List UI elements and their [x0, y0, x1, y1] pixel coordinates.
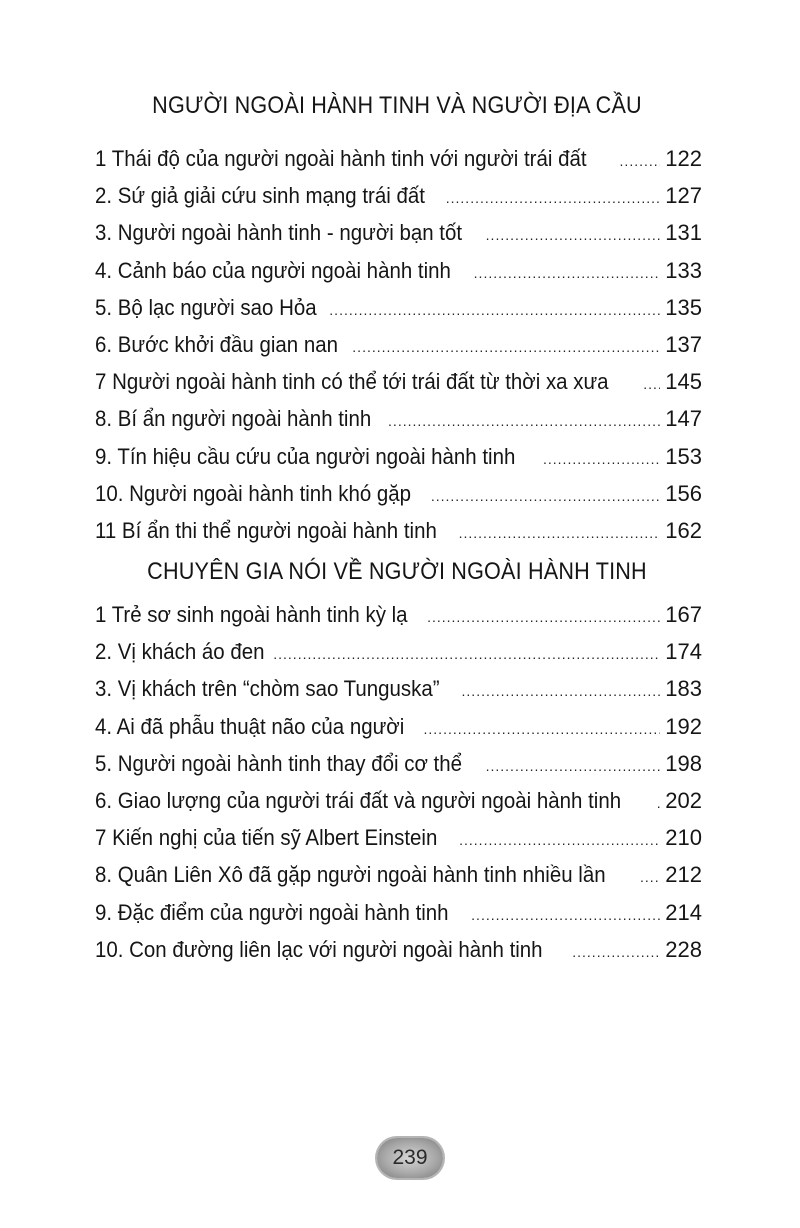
toc-entry-page: 228 — [665, 936, 702, 962]
toc-entry — [95, 214, 702, 251]
dot-leader — [424, 711, 660, 748]
toc-entry-page: 210 — [665, 825, 702, 851]
dot-leader — [657, 785, 660, 822]
toc-entry-page: 131 — [665, 220, 702, 246]
toc-entry-page: 167 — [665, 602, 702, 627]
toc-entry-label: 6. Bước khởi đầu gian nan — [95, 331, 339, 357]
toc-entry-page: 133 — [665, 257, 702, 283]
toc-entry-label: 2. Sứ giả giải cứu sinh mạng trái đất — [95, 183, 425, 209]
dot-leader — [462, 673, 660, 710]
toc-entry — [95, 894, 702, 931]
dot-leader — [459, 515, 660, 552]
dot-leader — [620, 143, 660, 180]
dot-leader — [388, 403, 660, 440]
dot-leader — [352, 329, 660, 366]
toc-entry-label: 1 Trẻ sơ sinh ngoài hành tinh kỳ lạ — [95, 602, 408, 627]
toc-entry-page: 137 — [665, 331, 702, 357]
page-number-badge — [377, 1138, 443, 1178]
dot-leader — [273, 636, 660, 673]
toc-entry-page: 214 — [665, 899, 702, 925]
toc-list-2 — [95, 596, 702, 968]
section-title-1: NGƯỜI NGOÀI HÀNH TINH VÀ NGƯỜI ĐỊA CẦU — [152, 92, 642, 119]
toc-entry — [95, 931, 702, 968]
dot-leader — [431, 478, 660, 515]
toc-entry-label: 8. Bí ẩn người ngoài hành tinh — [95, 406, 372, 432]
dot-leader — [329, 292, 660, 329]
toc-entry-label: 9. Đặc điểm của người ngoài hành tinh — [95, 899, 449, 925]
dot-leader — [474, 255, 660, 292]
dot-leader — [486, 217, 660, 254]
toc-entry — [95, 819, 702, 856]
dot-leader — [543, 441, 660, 478]
toc-entry-label: 3. Vị khách trên “chòm sao Tunguska” — [95, 676, 440, 702]
toc-entry — [95, 140, 702, 177]
toc-entry-label: 4. Ai đã phẫu thuật não của người — [95, 713, 405, 739]
toc-entry-page: 183 — [665, 676, 702, 702]
toc-entry — [95, 289, 702, 326]
toc-entry-page: 135 — [665, 294, 702, 320]
toc-entry — [95, 670, 702, 707]
toc-entry-label: 10. Con đường liên lạc với người ngoài hành tinh — [95, 936, 543, 962]
toc-entry-label: 7 Người ngoài hành tinh có thể tới trái đất từ thời xa xưa — [95, 369, 609, 395]
toc-entry — [95, 326, 702, 363]
toc-entry-page: 127 — [665, 183, 702, 209]
toc-entry-label: 6. Giao lượng của người trái đất và người ngoài hành tinh — [95, 787, 622, 813]
page-number: 239 — [392, 1146, 428, 1169]
dot-leader — [643, 366, 660, 403]
toc-entry-label: 7 Kiến nghị của tiến sỹ Albert Einstein — [95, 825, 438, 851]
toc-entry-page: 122 — [665, 146, 702, 171]
toc-entry — [95, 363, 702, 400]
dot-leader — [640, 859, 660, 896]
toc-entry — [95, 782, 702, 819]
toc-entry-page: 198 — [665, 750, 702, 776]
toc-entry — [95, 856, 702, 893]
toc-entry-page: 145 — [665, 369, 702, 395]
toc-entry-page: 212 — [665, 862, 702, 888]
toc-entry-page: 174 — [665, 639, 702, 665]
toc-entry — [95, 252, 702, 289]
toc-entry-label: 5. Người ngoài hành tinh thay đổi cơ thể — [95, 750, 462, 776]
toc-entry-page: 153 — [665, 443, 702, 469]
toc-entry-label: 1 Thái độ của người ngoài hành tinh với người trái đất — [95, 146, 587, 171]
toc-entry-label: 10. Người ngoài hành tinh khó gặp — [95, 480, 412, 506]
toc-entry-label: 9. Tín hiệu cầu cứu của người ngoài hành tinh — [95, 443, 516, 469]
toc-entry — [95, 596, 702, 633]
toc-list-1 — [95, 140, 702, 549]
toc-entry — [95, 512, 702, 549]
toc-entry — [95, 177, 702, 214]
toc-entry — [95, 708, 702, 745]
toc-entry-label: 4. Cảnh báo của người ngoài hành tinh — [95, 257, 451, 283]
section-title-2: CHUYÊN GIA NÓI VỀ NGƯỜI NGOÀI HÀNH TINH — [147, 558, 647, 585]
toc-entry-label: 5. Bộ lạc người sao Hỏa — [95, 294, 317, 320]
toc-entry — [95, 400, 702, 437]
toc-entry — [95, 475, 702, 512]
toc-entry-label: 8. Quân Liên Xô đã gặp người ngoài hành tinh nhiều lần — [95, 862, 606, 888]
toc-entry-label: 2. Vị khách áo đen — [95, 639, 265, 665]
dot-leader — [486, 748, 660, 785]
toc-entry-page: 162 — [665, 517, 702, 543]
dot-leader — [459, 822, 660, 859]
toc-entry-page: 202 — [665, 787, 702, 813]
toc-entry — [95, 745, 702, 782]
dot-leader — [446, 180, 660, 217]
toc-entry — [95, 438, 702, 475]
dot-leader — [427, 599, 660, 636]
toc-entry-page: 147 — [665, 406, 702, 432]
toc-entry — [95, 633, 702, 670]
toc-entry-page: 192 — [665, 713, 702, 739]
toc-entry-label: 3. Người ngoài hành tinh - người bạn tốt — [95, 220, 463, 246]
dot-leader — [471, 897, 660, 934]
dot-leader — [572, 934, 660, 971]
toc-entry-label: 11 Bí ẩn thi thể người ngoài hành tinh — [95, 517, 437, 543]
toc-entry-page: 156 — [665, 480, 702, 506]
